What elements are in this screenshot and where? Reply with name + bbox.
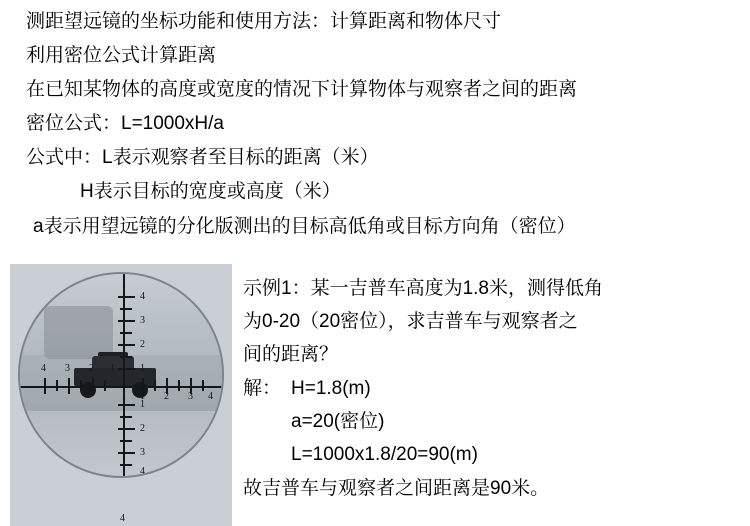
text-line-legend-h: H表示目标的宽度或高度（米） — [80, 181, 341, 202]
reticle-tick — [120, 464, 132, 466]
reticle-number: 2 — [140, 423, 145, 434]
document-title: 测距望远镜的坐标功能和使用方法：计算距离和物体尺寸 — [26, 11, 502, 32]
reticle-tick — [154, 380, 156, 391]
reticle-number: 2 — [164, 391, 169, 402]
reticle-number: 3 — [140, 315, 145, 326]
reticle-number: 4 — [208, 391, 213, 402]
example-prompt-line-2: 为0-20（20密位），求吉普车与观察者之 — [243, 311, 578, 332]
reticle-number: 3 — [65, 363, 70, 374]
reticle-vertical-line — [123, 274, 125, 478]
jeep-wheel-front — [80, 382, 96, 398]
reticle-number: 4 — [140, 291, 145, 302]
solution-step-l: L=1000x1.8/20=90(m) — [291, 444, 478, 465]
jeep-silhouette-icon — [72, 352, 158, 400]
terrain-shadow-patch — [44, 306, 113, 359]
reticle-tick — [178, 380, 180, 391]
text-line-legend-l: 公式中：L表示观察者至目标的距离（米） — [26, 147, 379, 168]
text-line-usage: 在已知某物体的高度或宽度的情况下计算物体与观察者之间的距离 — [26, 79, 578, 100]
reticle-tick — [104, 380, 106, 391]
reticle-tick — [118, 452, 135, 454]
reticle-tick — [120, 440, 132, 442]
example-prompt-line-3: 间的距离？ — [243, 344, 339, 365]
telescope-reticle-image — [10, 264, 232, 526]
solution-conclusion: 故吉普车与观察者之间距离是90米。 — [243, 478, 550, 499]
reticle-number: 4 — [140, 466, 145, 477]
reticle-tick — [92, 378, 94, 394]
reticle-tick — [120, 308, 132, 310]
solution-label: 解： — [243, 378, 282, 399]
reticle-number: 1 — [140, 399, 145, 410]
reticle-tick — [118, 428, 135, 430]
reticle-tick — [120, 356, 132, 358]
reticle-horizontal-line — [20, 386, 224, 388]
reticle-tick — [120, 332, 132, 334]
text-line-formula: 密位公式：L=1000xH/a — [26, 113, 224, 134]
reticle-number: 3 — [140, 447, 145, 458]
reticle-tick — [80, 380, 82, 391]
text-line-formula-intro: 利用密位公式计算距离 — [26, 45, 217, 66]
reticle-number-outer: 4 — [120, 513, 125, 524]
reticle-tick — [118, 320, 135, 322]
reticle-tick — [56, 380, 58, 391]
reticle-number: 2 — [89, 363, 94, 374]
reticle-number: 1 — [140, 391, 145, 402]
text-line-legend-a: a表示用望远镜的分化版测出的目标高低角或目标方向角（密位） — [33, 216, 576, 237]
example-prompt-line-1: 示例1：某一吉普车高度为1.8米，测得低角 — [243, 278, 603, 299]
reticle-number: 2 — [140, 339, 145, 350]
solution-step-a: a=20(密位) — [291, 411, 385, 432]
reticle-tick — [120, 416, 132, 418]
reticle-tick — [44, 378, 46, 394]
reticle-tick — [118, 368, 135, 370]
reticle-tick — [118, 296, 135, 298]
reticle-tick — [118, 404, 135, 406]
reticle-number: 3 — [188, 391, 193, 402]
reticle-tick — [202, 380, 204, 391]
scope-field-of-view — [18, 272, 224, 478]
reticle-number: 4 — [41, 363, 46, 374]
terrain-lower — [20, 411, 222, 476]
reticle-tick — [118, 344, 135, 346]
reticle-number: 1 — [110, 363, 115, 374]
reticle-tick — [68, 378, 70, 394]
solution-step-h: H=1.8(m) — [291, 378, 371, 399]
reticle-number: 1 — [140, 363, 145, 374]
